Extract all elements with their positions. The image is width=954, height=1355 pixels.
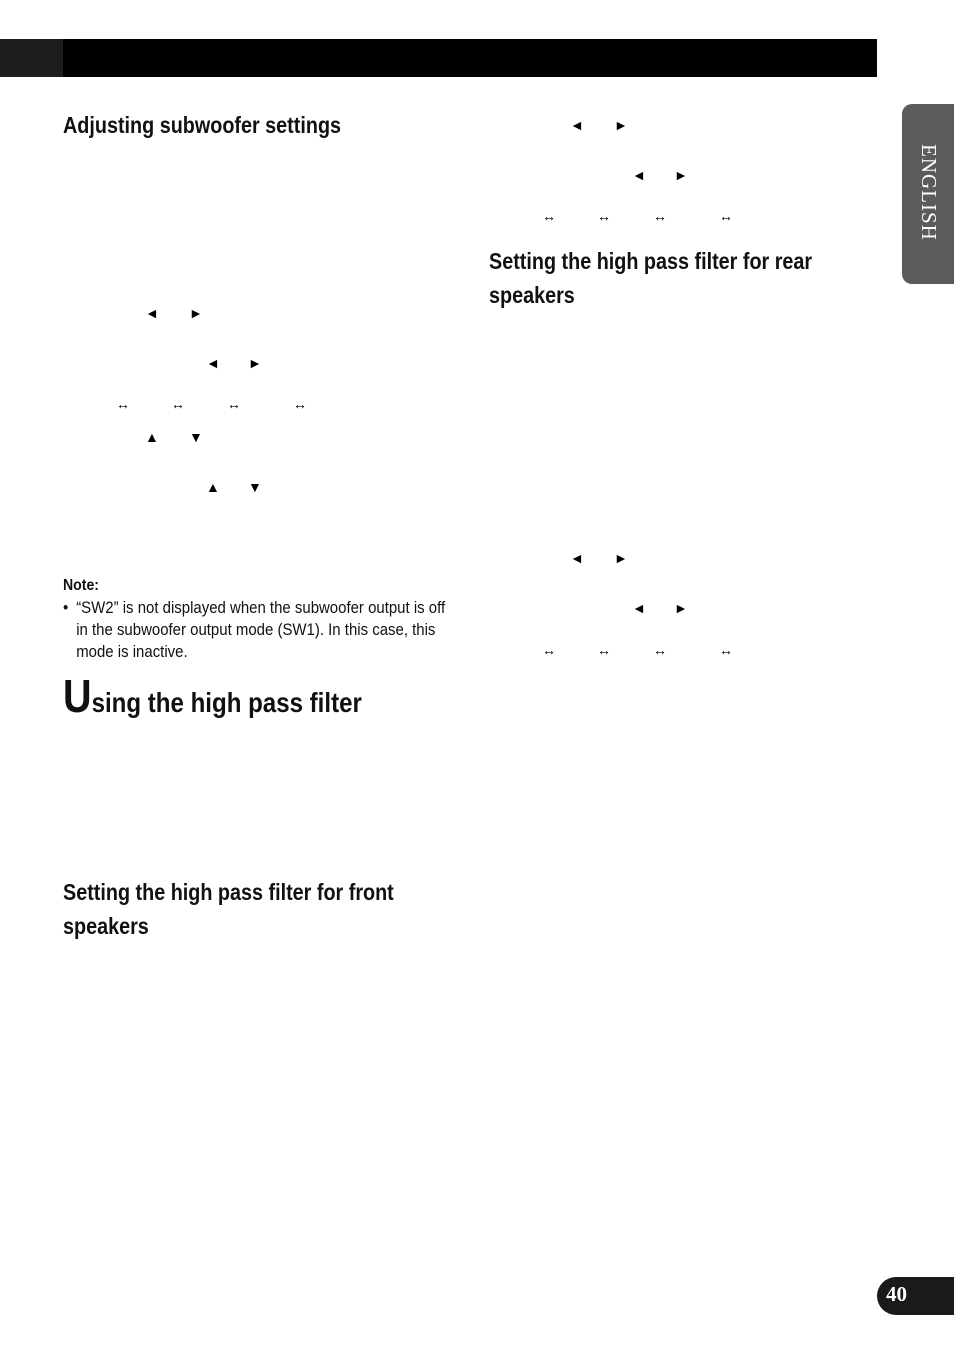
left-right-arrow-icon: ↔ xyxy=(171,396,183,412)
up-arrow-icon: ▲ xyxy=(206,479,220,495)
left-right-arrow-icon: ↔ xyxy=(116,396,128,412)
left-right-arrow-icon: ↔ xyxy=(719,208,731,224)
left-arrow-icon: ◄ xyxy=(632,167,646,183)
note-bullet-item xyxy=(63,597,450,663)
heading-front-speakers: Setting the high pass filter for front speakers xyxy=(63,879,394,939)
left-right-arrow-icon: ↔ xyxy=(719,642,731,658)
left-arrow-icon: ◄ xyxy=(570,117,584,133)
left-right-arrow-icon: ↔ xyxy=(542,642,554,658)
right-arrow-icon: ► xyxy=(614,550,628,566)
left-arrow-icon: ◄ xyxy=(632,600,646,616)
left-right-arrow-icon: ↔ xyxy=(653,642,665,658)
right-arrow-icon: ► xyxy=(674,600,688,616)
down-arrow-icon: ▼ xyxy=(189,429,203,445)
left-arrow-icon: ◄ xyxy=(570,550,584,566)
note-label: Note: xyxy=(63,577,99,594)
left-arrow-icon: ◄ xyxy=(206,355,220,371)
up-arrow-icon: ▲ xyxy=(145,429,159,445)
page-number-badge xyxy=(877,1277,954,1315)
language-tab-label: ENGLISH xyxy=(917,144,941,241)
right-arrow-icon: ► xyxy=(189,305,203,321)
section-heading-high-pass-filter xyxy=(63,670,362,722)
page-number: 40 xyxy=(886,1282,907,1306)
left-right-arrow-icon: ↔ xyxy=(653,208,665,224)
section-heading-initial: U xyxy=(63,670,92,722)
left-right-arrow-icon: ↔ xyxy=(293,396,305,412)
left-arrow-icon: ◄ xyxy=(145,305,159,321)
left-right-arrow-icon: ↔ xyxy=(597,208,609,224)
header-bar-accent xyxy=(0,39,63,77)
right-arrow-icon: ► xyxy=(614,117,628,133)
section-heading-text: sing the high pass filter xyxy=(91,687,362,718)
down-arrow-icon: ▼ xyxy=(248,479,262,495)
header-bar xyxy=(63,39,877,77)
heading-adjusting-subwoofer: Adjusting subwoofer settings xyxy=(63,112,342,138)
language-tab xyxy=(902,104,954,284)
left-right-arrow-icon: ↔ xyxy=(542,208,554,224)
left-right-arrow-icon: ↔ xyxy=(227,396,239,412)
note-text: “SW2” is not displayed when the subwoofer output is off in the subwoofer output mode (SW1). In this case, this mode is inactive. xyxy=(76,598,446,661)
right-arrow-icon: ► xyxy=(674,167,688,183)
heading-rear-speakers: Setting the high pass filter for rear speakers xyxy=(489,248,813,308)
left-right-arrow-icon: ↔ xyxy=(597,642,609,658)
bullet-icon: • xyxy=(63,598,69,617)
right-arrow-icon: ► xyxy=(248,355,262,371)
